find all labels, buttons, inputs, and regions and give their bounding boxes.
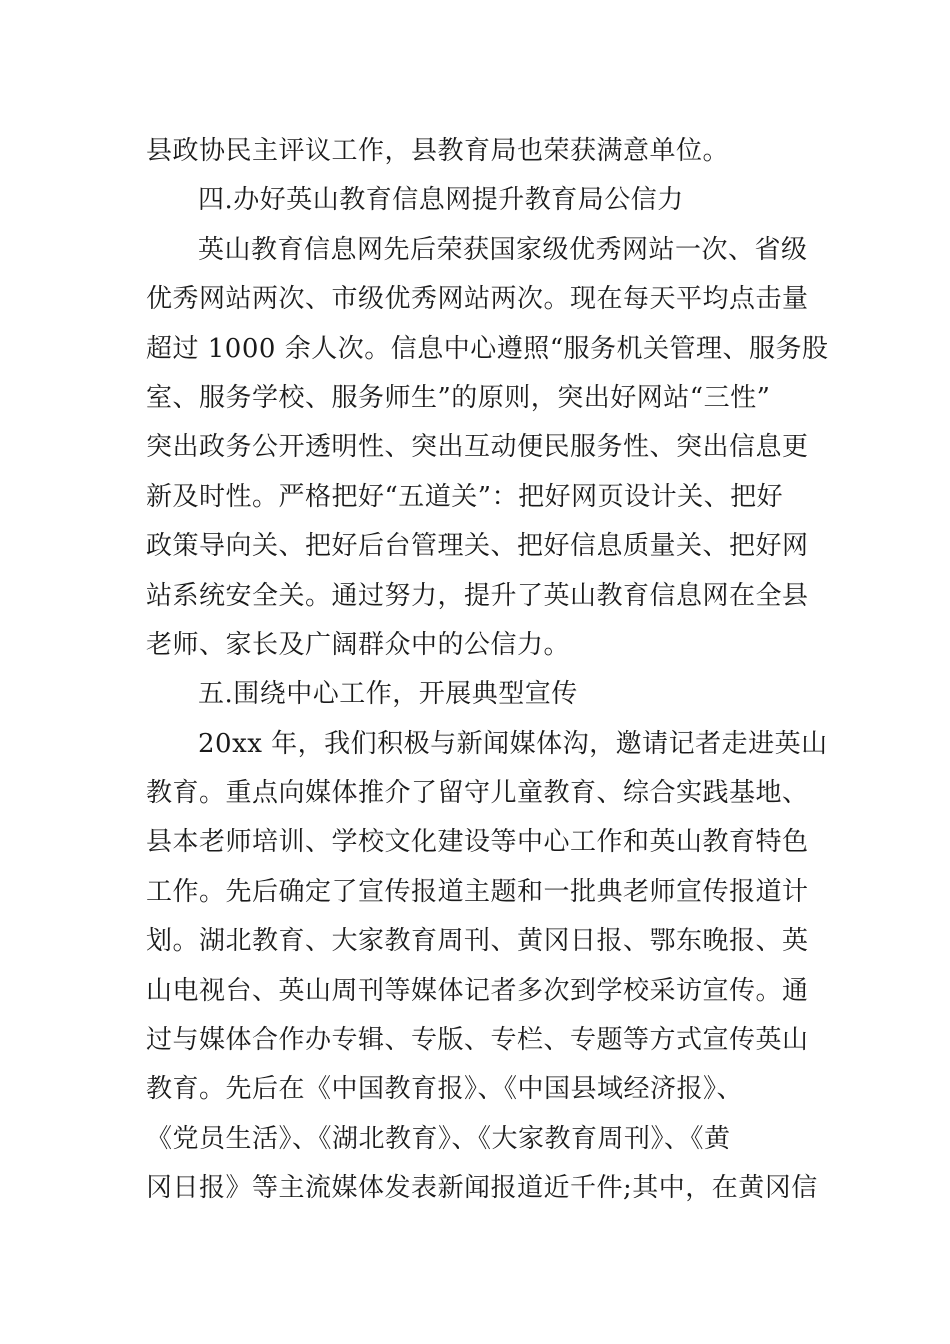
text-line: 新及时性。严格把好“五道关”：把好网页设计关、把好	[146, 481, 784, 512]
text-line: 突出政务公开透明性、突出互动便民服务性、突出信息更	[146, 432, 809, 463]
text-line: 政策导向关、把好后台管理关、把好信息质量关、把好网	[146, 531, 809, 562]
document-body	[146, 127, 829, 1214]
text-line: 教育。先后在《中国教育报》、《中国县域经济报》、	[146, 1074, 744, 1105]
text-line: 山电视台、英山周刊等媒体记者多次到学校采访宣传。通	[146, 975, 809, 1006]
text-line: 工作。先后确定了宣传报道主题和一批典老师宣传报道计	[146, 876, 809, 907]
section-heading-4: 四.办好英山教育信息网提升教育局公信力	[198, 185, 684, 216]
text-line: 超过 1000 余人次。信息中心遵照“服务机关管理、服务股	[146, 333, 829, 364]
text-line: 县政协民主评议工作，县教育局也荣获满意单位。	[146, 136, 730, 166]
text-line: 冈日报》等主流媒体发表新闻报道近千件;其中，在黄冈信	[146, 1173, 818, 1204]
text-line: 优秀网站两次、市级优秀网站两次。现在每天平均点击量	[146, 284, 809, 315]
text-line: 站系统安全关。通过努力，提升了英山教育信息网在全县	[146, 580, 809, 611]
text-line: 《党员生活》、《湖北教育》、《大家教育周刊》、《黄	[146, 1123, 731, 1154]
text-line: 老师、家长及广阔群众中的公信力。	[146, 629, 571, 660]
text-line: 划。湖北教育、大家教育周刊、黄冈日报、鄂东晚报、英	[146, 926, 809, 957]
text-line: 室、服务学校、服务师生”的原则，突出好网站“三性”	[146, 382, 771, 413]
section-heading-5: 五.围绕中心工作，开展典型宣传	[198, 679, 578, 710]
text-line: 教育。重点向媒体推介了留守儿童教育、综合实践基地、	[146, 778, 809, 809]
text-line: 英山教育信息网先后荣获国家级优秀网站一次、省级	[198, 234, 808, 265]
text-line: 过与媒体合作办专辑、专版、专栏、专题等方式宣传英山	[146, 1025, 809, 1056]
text-line: 20xx 年，我们积极与新闻媒体沟，邀请记者走进英山	[198, 728, 828, 759]
text-line: 县本老师培训、学校文化建设等中心工作和英山教育特色	[146, 827, 809, 858]
